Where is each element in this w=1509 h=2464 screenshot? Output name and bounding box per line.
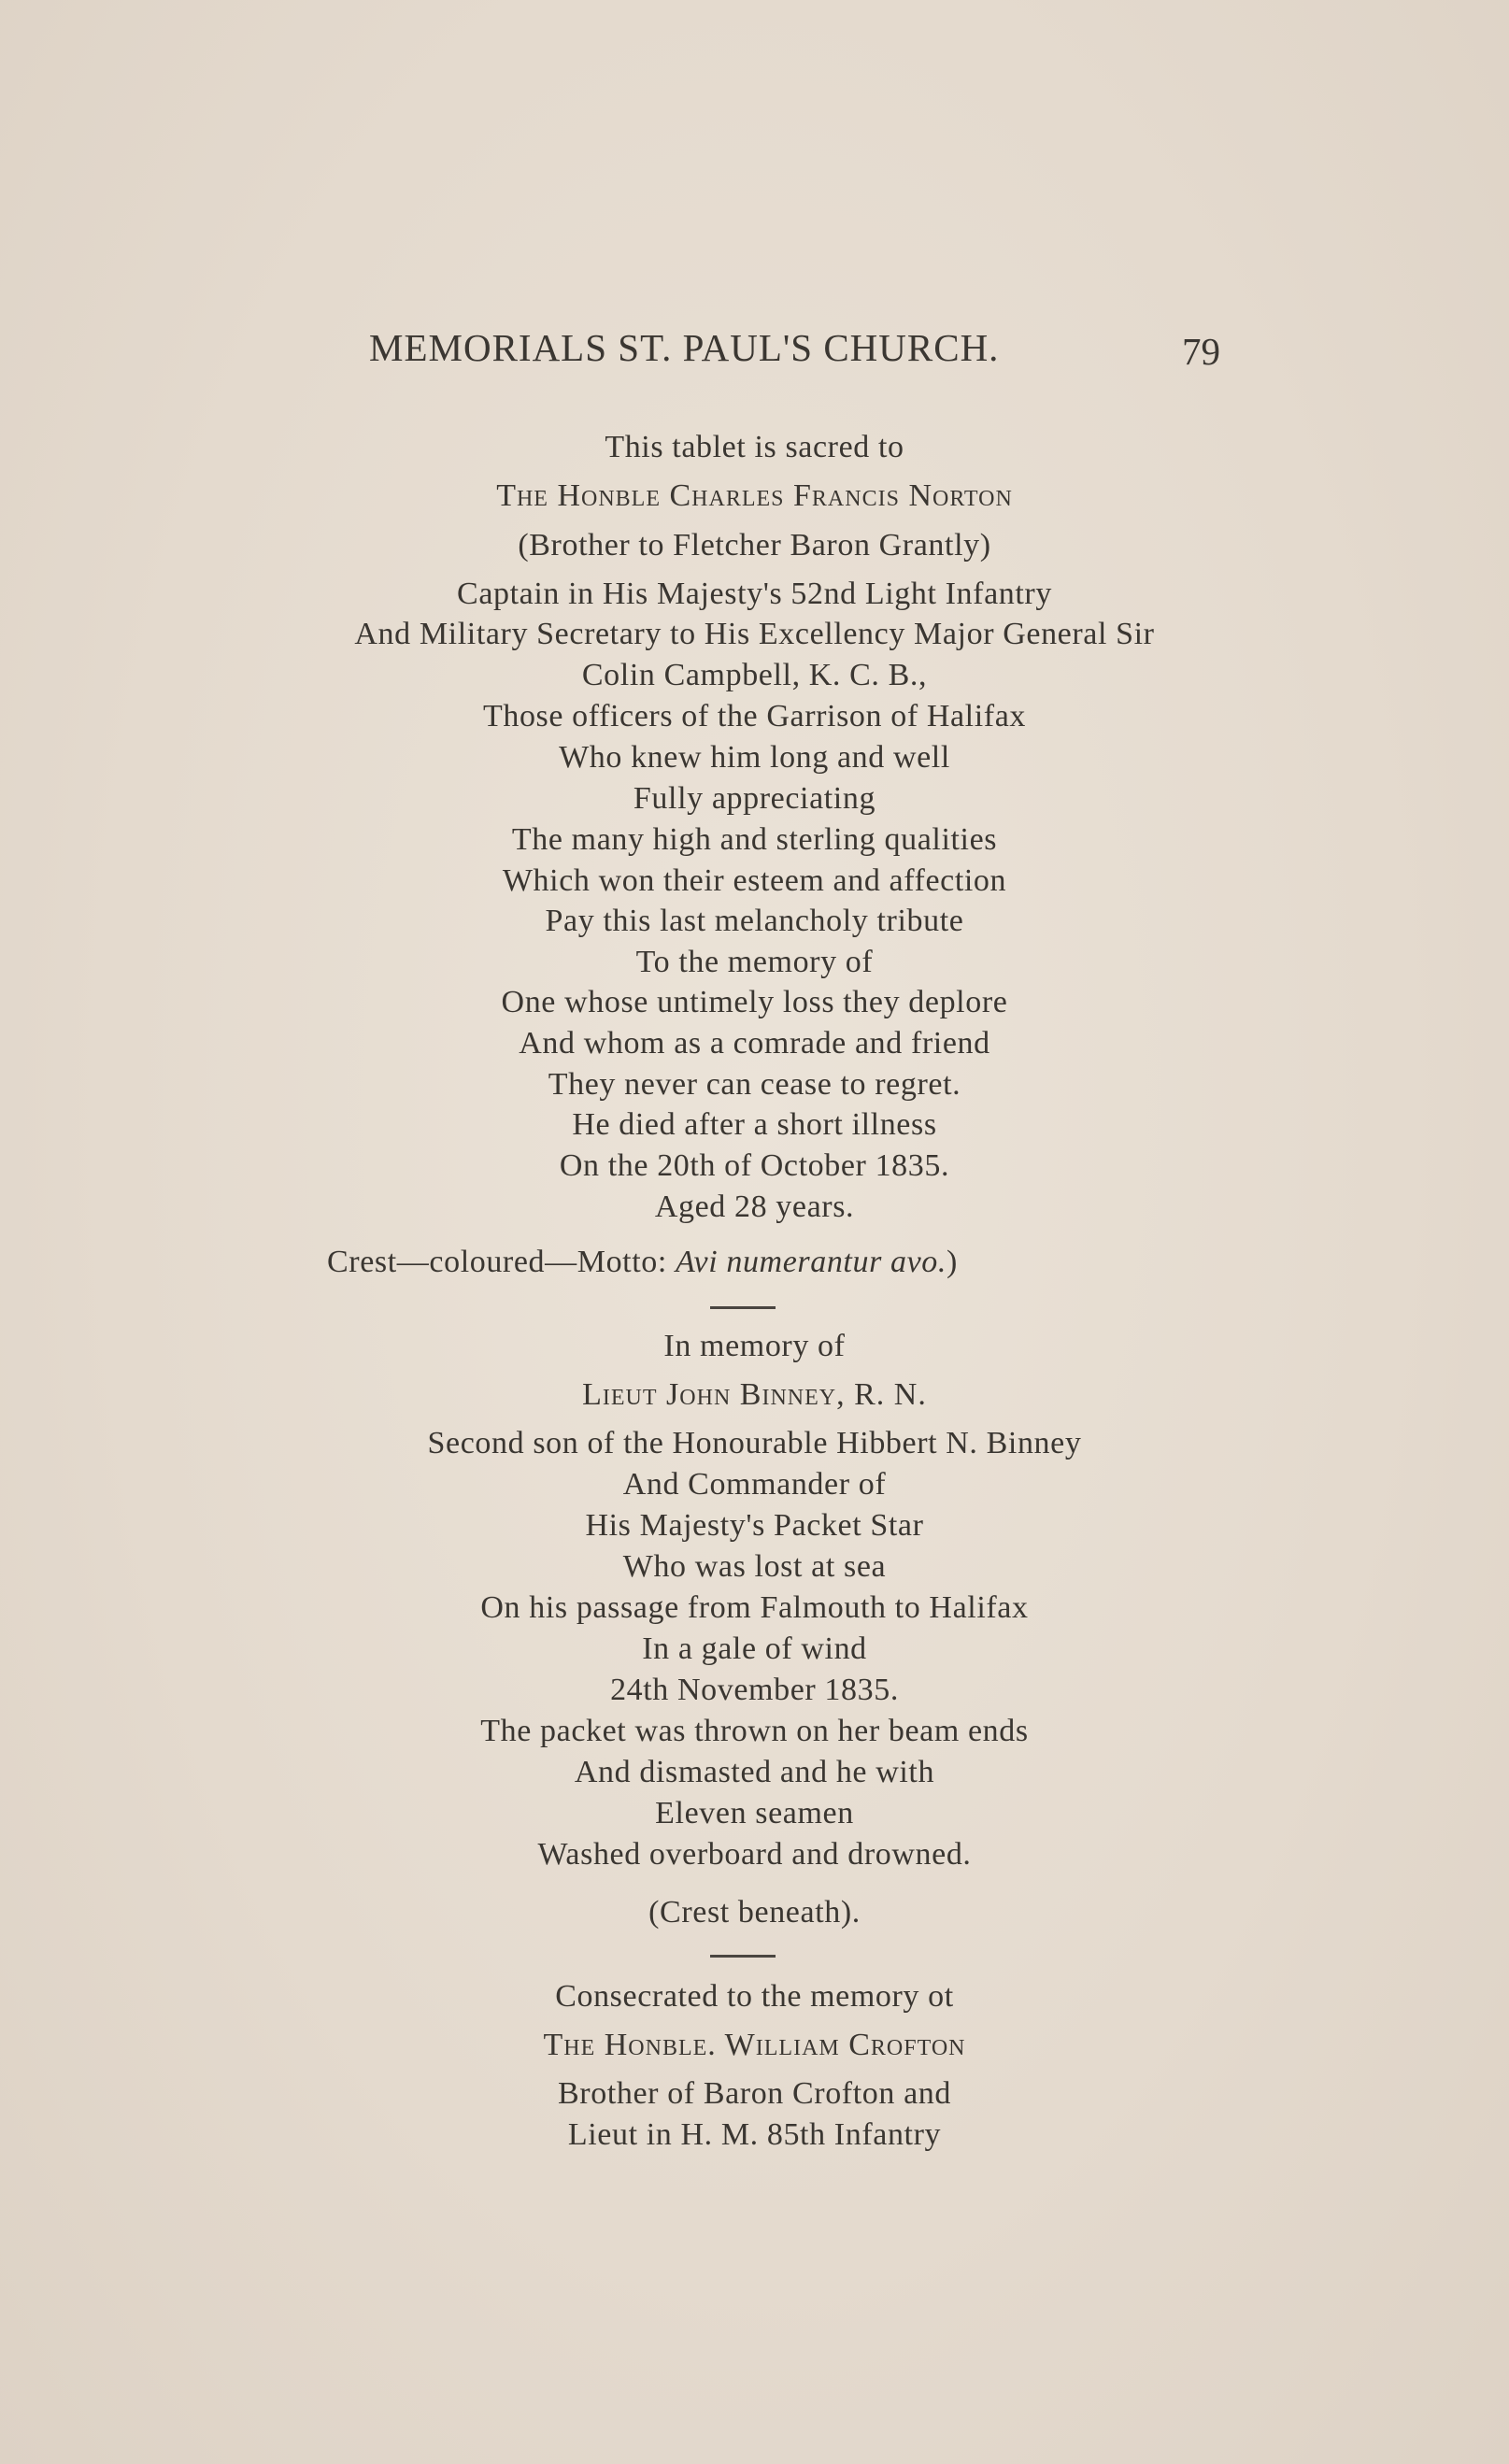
memorial-line: This tablet is sacred to bbox=[605, 430, 904, 464]
memorial-line: Consecrated to the memory ot bbox=[555, 1979, 954, 2014]
memorial-line: Those officers of the Garrison of Halifax bbox=[482, 699, 1026, 734]
memorial-line: And Commander of bbox=[622, 1467, 887, 1502]
memorial-line: Pay this last melancholy tribute bbox=[545, 904, 964, 938]
memorial-line: To the memory of bbox=[635, 945, 874, 979]
section-divider bbox=[710, 1955, 776, 1958]
memorial-line: On the 20th of October 1835. bbox=[559, 1148, 950, 1183]
memorial-line: On his passage from Falmouth to Halifax bbox=[480, 1590, 1029, 1625]
crest-motto: Avi numerantur avo. bbox=[676, 1245, 947, 1279]
memorial-line: They never can cease to regret. bbox=[548, 1067, 961, 1102]
memorial-line: Colin Campbell, K. C. B., bbox=[581, 658, 928, 692]
memorial-line: Captain in His Majesty's 52nd Light Infantry bbox=[457, 577, 1052, 611]
memorial-line: And Military Secretary to His Excellency Major General Sir bbox=[354, 617, 1155, 651]
page-number: 79 bbox=[1182, 330, 1220, 373]
memorial-line: Eleven seamen bbox=[655, 1796, 854, 1830]
memorial-name: The Honble. William Crofton bbox=[543, 2028, 966, 2062]
memorial-line: Washed overboard and drowned. bbox=[537, 1837, 972, 1872]
memorial-name: The Honble Charles Francis Norton bbox=[496, 478, 1013, 513]
memorial-line: He died after a short illness bbox=[572, 1107, 937, 1142]
running-title: MEMORIALS ST. PAUL'S CHURCH. bbox=[369, 326, 1000, 369]
memorial-line: In memory of bbox=[663, 1329, 846, 1363]
crest-prefix: Crest—coloured—Motto: bbox=[327, 1245, 667, 1279]
memorial-line: And whom as a comrade and friend bbox=[519, 1026, 990, 1061]
memorial-line: Fully appreciating bbox=[633, 781, 876, 816]
memorial-line: The many high and sterling qualities bbox=[511, 822, 998, 857]
memorial-name: Lieut John Binney, R. N. bbox=[582, 1377, 927, 1412]
running-head bbox=[369, 325, 1229, 381]
memorial-line: Second son of the Honourable Hibbert N. Binney bbox=[427, 1426, 1082, 1460]
memorial-line: Which won their esteem and affection bbox=[502, 863, 1007, 898]
memorial-line: The packet was thrown on her beam ends bbox=[480, 1714, 1029, 1748]
memorial-line: Aged 28 years. bbox=[654, 1189, 855, 1224]
memorial-line: Who was lost at sea bbox=[622, 1549, 887, 1584]
crest-note: (Crest beneath). bbox=[648, 1895, 861, 1930]
memorial-line: One whose untimely loss they deplore bbox=[501, 985, 1008, 1019]
memorial-line: In a gale of wind bbox=[642, 1631, 867, 1666]
memorial-line: Who knew him long and well bbox=[559, 740, 950, 775]
crest-suffix: ) bbox=[947, 1245, 958, 1279]
section-divider bbox=[710, 1306, 776, 1309]
memorial-line: Brother of Baron Crofton and bbox=[558, 2076, 951, 2111]
memorial-line: Lieut in H. M. 85th Infantry bbox=[567, 2117, 942, 2152]
memorial-line: 24th November 1835. bbox=[610, 1673, 899, 1707]
memorial-line: His Majesty's Packet Star bbox=[585, 1508, 924, 1543]
memorial-line: (Brother to Fletcher Baron Grantly) bbox=[518, 528, 991, 563]
crest-note bbox=[0, 1245, 1397, 1280]
memorial-line: And dismasted and he with bbox=[574, 1755, 935, 1789]
